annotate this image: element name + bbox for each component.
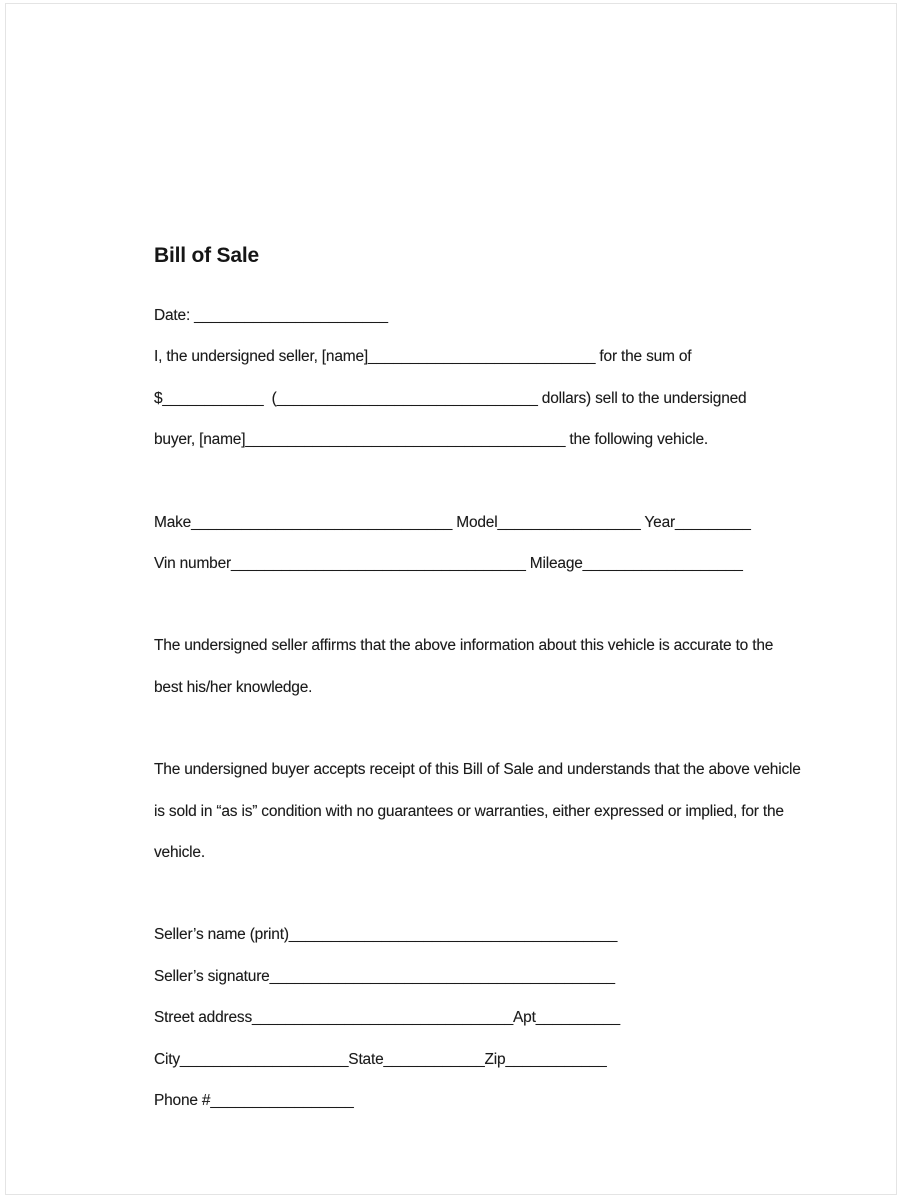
street-address-apt-line: Street address_______________________________Apt__________ — [154, 1009, 620, 1027]
seller-info-section — [154, 914, 854, 1121]
seller-name-sum-line: I, the undersigned seller, [name]___________________________ for the sum of — [154, 348, 692, 366]
city-state-zip-line: City____________________State____________Zip____________ — [154, 1050, 607, 1068]
phone-line: Phone #_________________ — [154, 1092, 354, 1110]
make-model-year-line: Make_______________________________ Model_________________ Year_________ — [154, 513, 751, 531]
document-title: Bill of Sale — [154, 244, 259, 267]
vin-mileage-line: Vin number___________________________________ Mileage___________________ — [154, 555, 743, 573]
seller-affirmation-line-2: best his/her knowledge. — [154, 678, 313, 696]
bill-of-sale-document — [154, 0, 854, 1122]
buyer-acceptance-line-1: The undersigned buyer accepts receipt of this Bill of Sale and understands that the above vehicle — [154, 761, 801, 779]
buyer-acceptance-line-2: is sold in “as is” condition with no guarantees or warranties, either expressed or implied, for the — [154, 802, 784, 820]
date-line: Date: _______________________ — [154, 307, 388, 324]
vehicle-details-section — [154, 502, 854, 585]
seller-affirmation-line-1: The undersigned seller affirms that the above information about this vehicle is accurate to the — [154, 637, 774, 655]
seller-affirmation-paragraph — [154, 625, 854, 708]
buyer-name-line: buyer, [name]______________________________________ the following vehicle. — [154, 431, 709, 449]
amount-dollars-line: $____________ (_______________________________ dollars) sell to the undersigned — [154, 389, 747, 407]
sellers-signature-line: Seller’s signature_________________________________________ — [154, 967, 615, 985]
buyer-acceptance-paragraph — [154, 749, 854, 873]
intro-section — [154, 295, 854, 461]
sellers-name-line: Seller’s name (print)_______________________________________ — [154, 926, 618, 944]
buyer-acceptance-line-3: vehicle. — [154, 844, 205, 862]
